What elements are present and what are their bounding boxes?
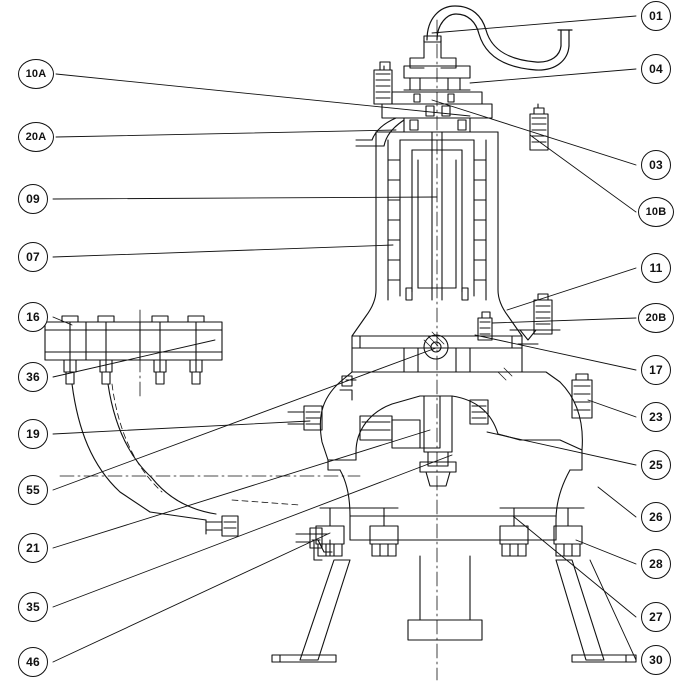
callout-label: 17 [649, 363, 663, 377]
callout-04[interactable] [641, 54, 671, 84]
callout-label: 35 [26, 600, 40, 614]
callout-label: 21 [26, 541, 40, 555]
callout-21[interactable] [18, 533, 48, 563]
callout-label: 04 [649, 62, 663, 76]
callout-10B[interactable] [638, 197, 674, 227]
callout-03[interactable] [641, 150, 671, 180]
callout-label: 11 [649, 261, 663, 275]
callout-label: 26 [649, 510, 663, 524]
callout-01[interactable] [641, 1, 671, 31]
callout-19[interactable] [18, 419, 48, 449]
callout-label: 20B [645, 311, 667, 324]
callout-11[interactable] [641, 253, 671, 283]
callout-label: 27 [649, 610, 663, 624]
callout-label: 55 [26, 483, 40, 497]
callout-label: 16 [26, 310, 40, 324]
callout-36[interactable] [18, 362, 48, 392]
callout-label: 03 [649, 158, 663, 172]
callout-17[interactable] [641, 355, 671, 385]
callout-23[interactable] [641, 402, 671, 432]
callout-label: 10A [25, 67, 47, 80]
callout-label: 25 [649, 458, 663, 472]
callout-16[interactable] [18, 302, 48, 332]
callout-label: 36 [26, 370, 40, 384]
callout-26[interactable] [641, 502, 671, 532]
callout-55[interactable] [18, 475, 48, 505]
callout-label: 30 [649, 653, 663, 667]
callout-label: 20A [25, 130, 47, 143]
callout-25[interactable] [641, 450, 671, 480]
callout-30[interactable] [641, 645, 671, 675]
callout-label: 46 [26, 655, 40, 669]
callout-27[interactable] [641, 602, 671, 632]
callout-label: 28 [649, 557, 663, 571]
callout-label: 09 [26, 192, 40, 206]
callout-07[interactable] [18, 242, 48, 272]
callout-09[interactable] [18, 184, 48, 214]
callout-20B[interactable] [638, 303, 674, 333]
callout-35[interactable] [18, 592, 48, 622]
callout-10A[interactable] [18, 59, 54, 89]
callout-label: 01 [649, 9, 663, 23]
leader-lines [53, 74, 470, 662]
callout-label: 10B [645, 205, 667, 218]
callout-label: 23 [649, 410, 663, 424]
callout-28[interactable] [641, 549, 671, 579]
callout-20A[interactable] [18, 122, 54, 152]
callout-46[interactable] [18, 647, 48, 677]
callout-label: 19 [26, 427, 40, 441]
callout-label: 07 [26, 250, 40, 264]
